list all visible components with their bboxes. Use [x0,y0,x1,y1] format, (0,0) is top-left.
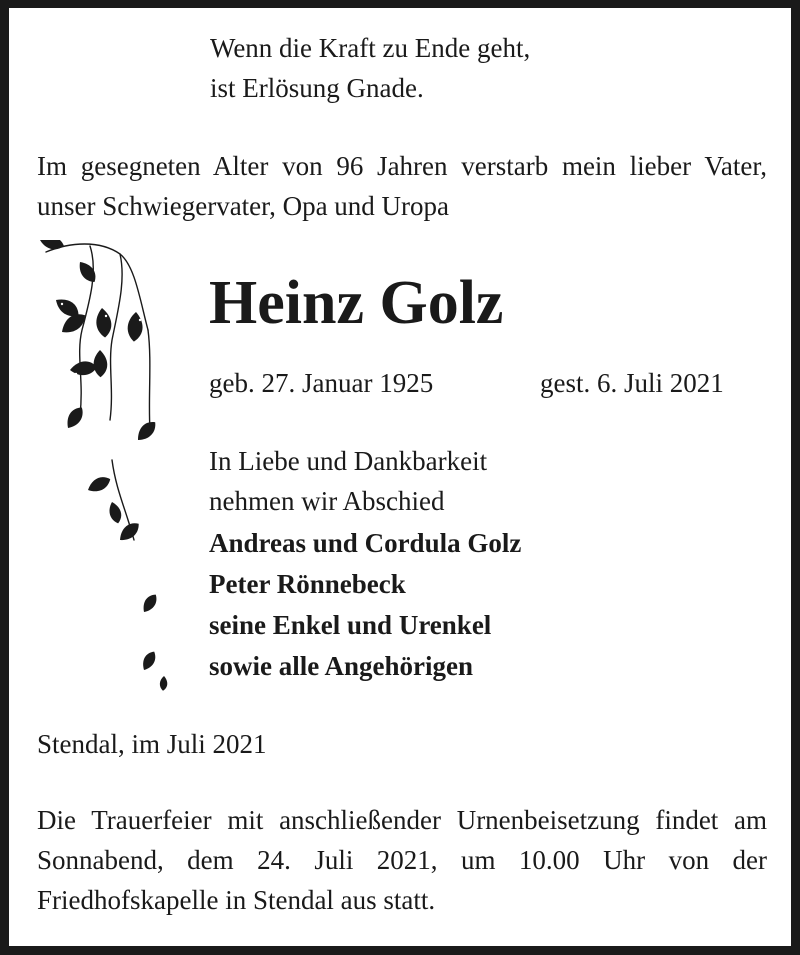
mourner-name: seine Enkel und Urenkel [209,610,492,640]
mourner-name: sowie alle Angehörigen [209,651,473,681]
deceased-name: Heinz Golz [209,269,504,337]
birch-leaves-branch-icon [40,240,180,700]
mourners-line-1: In Liebe und Dankbarkeit [209,446,488,476]
intro-text: Im gesegneten Alter von 96 Jahren verstarb mein lieber Vater, unser Schwiegervater, Opa und Uropa [37,151,767,221]
mourner-name: Peter Rönnebeck [209,569,406,599]
mourners-line-2: nehmen wir Abschied [209,486,445,516]
birth-date: geb. 27. Januar 1925 [209,368,434,398]
mourner-name: Andreas und Cordula Golz [209,528,522,558]
place-and-date: Stendal, im Juli 2021 [37,729,267,759]
funeral-notice: Die Trauerfeier mit anschließender Urnenbeisetzung findet am Sonnabend, dem 24. Juli 2021, um 10.00 Uhr von der Friedhofskapelle in Stendal aus statt. [37,805,767,915]
motto-line-1: Wenn die Kraft zu Ende geht, [210,33,531,63]
motto-line-2: ist Erlösung Gnade. [210,73,424,103]
death-date: gest. 6. Juli 2021 [540,368,724,398]
